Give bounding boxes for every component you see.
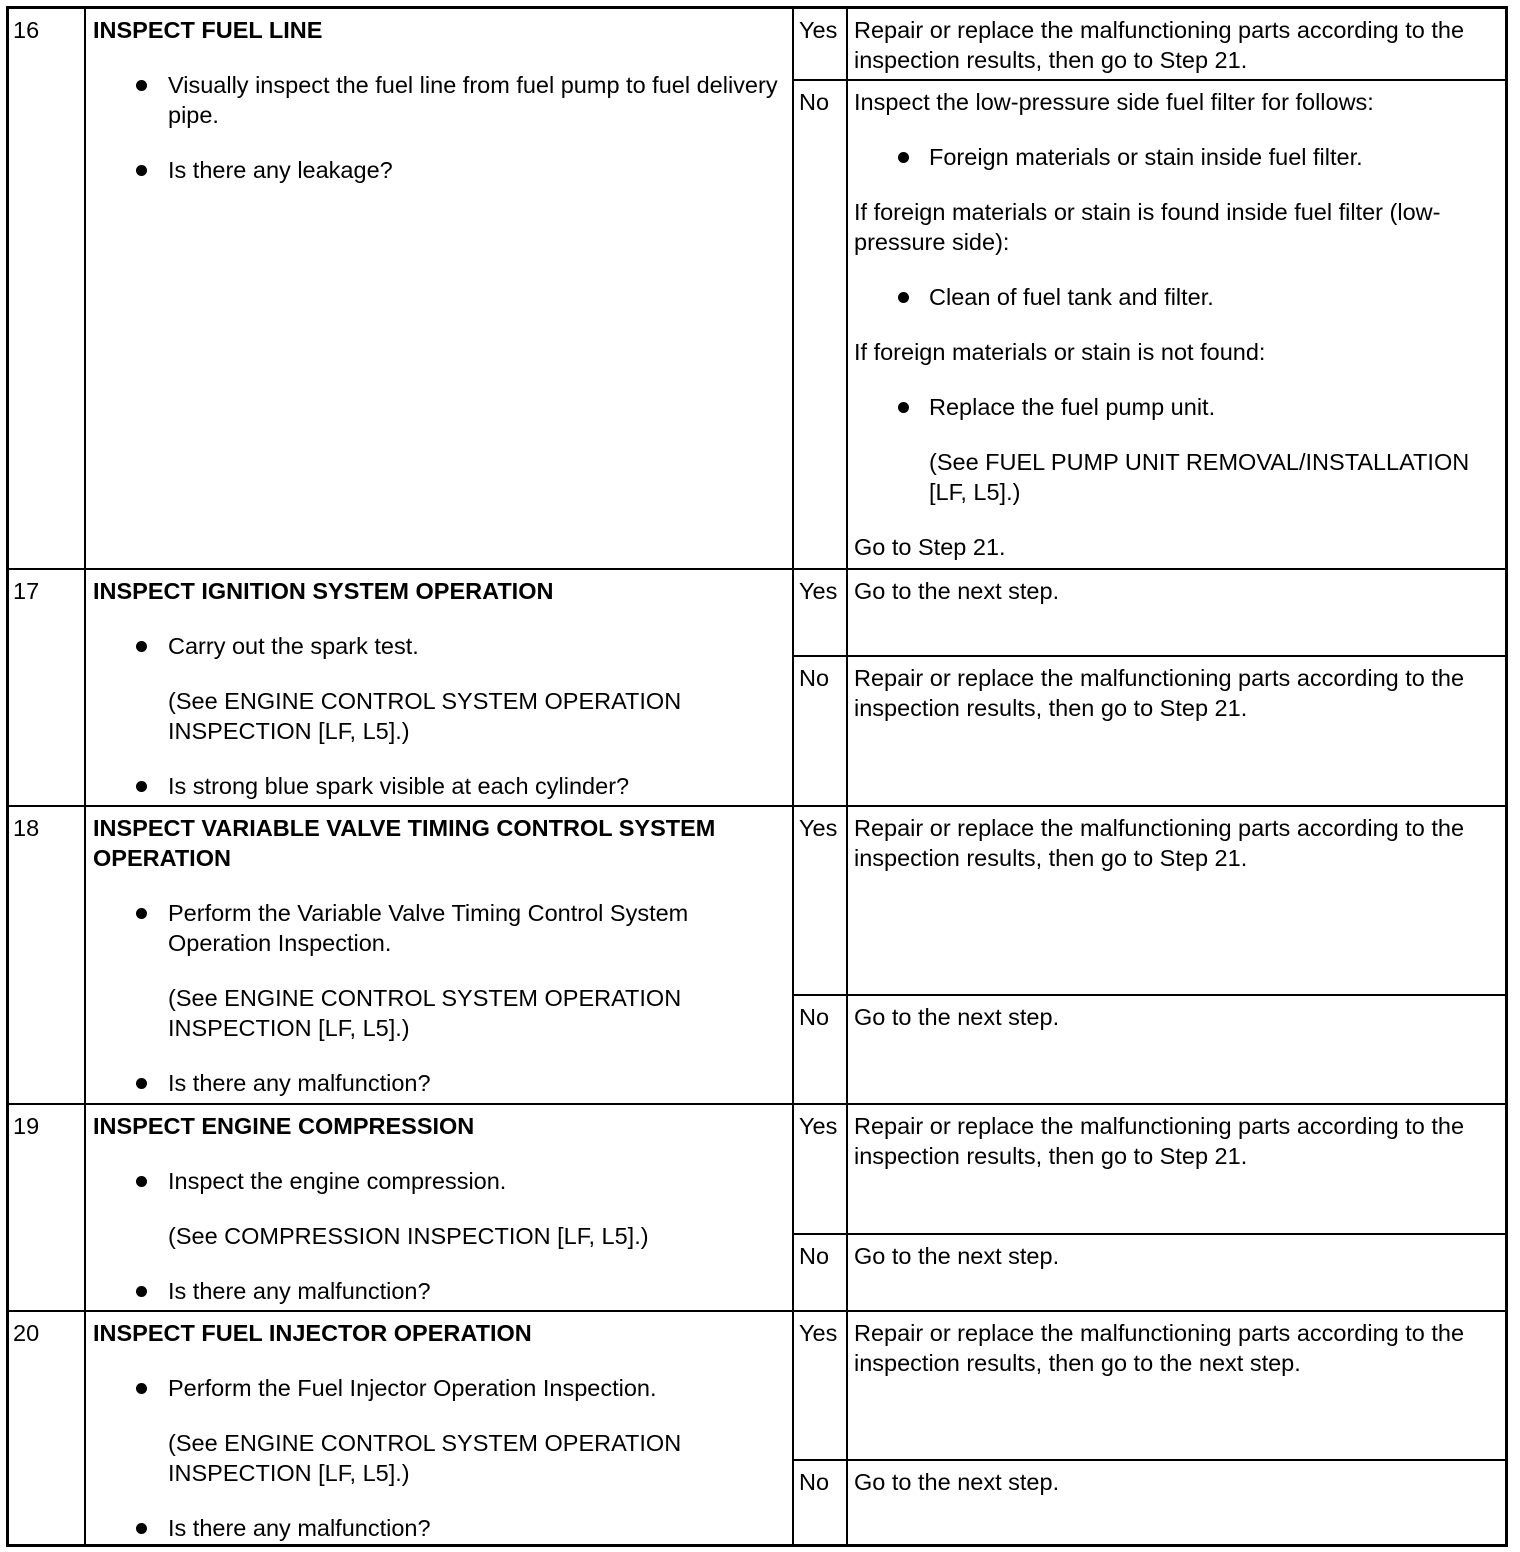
answers (794, 570, 1505, 805)
answers (794, 1105, 1505, 1310)
no-label: No (794, 996, 848, 1103)
yes-label: Yes (794, 9, 848, 79)
step-description (86, 570, 794, 805)
yes-action: Repair or replace the malfunctioning parts according to the inspection results, then go to Step 21. (854, 815, 1465, 871)
answer-no (794, 657, 1505, 805)
goto-text: Go to Step 21. (854, 534, 1006, 560)
bullet-item: Replace the fuel pump unit. (854, 392, 1501, 422)
step-number-text: 16 (13, 17, 40, 43)
step-number (9, 1105, 86, 1310)
no-action: Repair or replace the malfunctioning parts according to the inspection results, then go to Step 21. (854, 665, 1465, 721)
step-title: INSPECT FUEL LINE (93, 17, 323, 43)
answer-yes (794, 1312, 1505, 1461)
step-number (9, 1312, 86, 1544)
no-action: Go to the next step. (854, 1243, 1060, 1269)
bullet-item: Perform the Fuel Injector Operation Inspection. (93, 1373, 786, 1403)
step-number-text: 20 (13, 1320, 40, 1346)
table-row (9, 807, 1505, 1105)
answer-yes (794, 1105, 1505, 1235)
table-row (9, 1312, 1505, 1544)
step-number (9, 9, 86, 568)
no-label: No (794, 1235, 848, 1310)
step-title: INSPECT IGNITION SYSTEM OPERATION (93, 578, 554, 604)
answer-no (794, 81, 1505, 568)
no-action: Go to the next step. (854, 1004, 1060, 1030)
bullet-item: Perform the Variable Valve Timing Control System Operation Inspection. (93, 898, 786, 958)
step-description (86, 9, 794, 568)
answer-no (794, 1461, 1505, 1544)
answers (794, 807, 1505, 1103)
yes-action: Go to the next step. (854, 578, 1060, 604)
table-row (9, 570, 1505, 807)
reference-text: (See COMPRESSION INSPECTION [LF, L5].) (168, 1223, 649, 1249)
answer-no (794, 1235, 1505, 1310)
step-title: INSPECT FUEL INJECTOR OPERATION (93, 1320, 532, 1346)
no-action-if-found: If foreign materials or stain is found inside fuel filter (low-pressure side): (854, 199, 1441, 255)
yes-action: Repair or replace the malfunctioning parts according to the inspection results, then go to the next step. (854, 1320, 1465, 1376)
no-label: No (794, 81, 848, 568)
bullet-item: Is strong blue spark visible at each cylinder? (93, 771, 786, 801)
yes-label: Yes (794, 1312, 848, 1459)
yes-label: Yes (794, 807, 848, 994)
no-label: No (794, 657, 848, 805)
bullet-item: Is there any malfunction? (93, 1276, 786, 1306)
yes-action: Repair or replace the malfunctioning parts according to the inspection results, then go to Step 21. (854, 1113, 1465, 1169)
yes-label: Yes (794, 1105, 848, 1233)
answer-yes (794, 570, 1505, 657)
step-number-text: 19 (13, 1113, 40, 1139)
step-number-text: 18 (13, 815, 40, 841)
diagnostic-table (6, 6, 1508, 1547)
bullet-item: Foreign materials or stain inside fuel filter. (854, 142, 1501, 172)
step-number-text: 17 (13, 578, 40, 604)
bullet-item: Clean of fuel tank and filter. (854, 282, 1501, 312)
reference-text: (See ENGINE CONTROL SYSTEM OPERATION INSPECTION [LF, L5].) (168, 1430, 682, 1486)
reference-text: (See ENGINE CONTROL SYSTEM OPERATION INSPECTION [LF, L5].) (168, 688, 682, 744)
bullet-item: Is there any leakage? (93, 155, 786, 185)
step-description (86, 1105, 794, 1310)
bullet-item: Carry out the spark test. (93, 631, 786, 661)
table-row (9, 1105, 1505, 1312)
answers (794, 1312, 1505, 1544)
step-number (9, 807, 86, 1103)
answers (794, 9, 1505, 568)
yes-label: Yes (794, 570, 848, 655)
no-action-if-not-found: If foreign materials or stain is not found: (854, 339, 1266, 365)
bullet-item: Visually inspect the fuel line from fuel pump to fuel delivery pipe. (93, 70, 786, 130)
step-description (86, 807, 794, 1103)
step-title: INSPECT ENGINE COMPRESSION (93, 1113, 475, 1139)
yes-action: Repair or replace the malfunctioning parts according to the inspection results, then go to Step 21. (854, 17, 1465, 73)
bullet-item: Inspect the engine compression. (93, 1166, 786, 1196)
answer-no (794, 996, 1505, 1103)
answer-yes (794, 807, 1505, 996)
no-action-intro: Inspect the low-pressure side fuel filter for follows: (854, 89, 1374, 115)
step-number (9, 570, 86, 805)
reference-text: (See ENGINE CONTROL SYSTEM OPERATION INSPECTION [LF, L5].) (168, 985, 682, 1041)
table-row (9, 9, 1505, 570)
bullet-item: Is there any malfunction? (93, 1068, 786, 1098)
bullet-item: Is there any malfunction? (93, 1513, 786, 1543)
no-action (848, 81, 1505, 568)
no-action: Go to the next step. (854, 1469, 1060, 1495)
step-description (86, 1312, 794, 1544)
step-title: INSPECT VARIABLE VALVE TIMING CONTROL SYSTEM OPERATION (93, 815, 716, 871)
reference-text: (See FUEL PUMP UNIT REMOVAL/INSTALLATION [LF, L5].) (929, 449, 1470, 505)
answer-yes (794, 9, 1505, 81)
no-label: No (794, 1461, 848, 1544)
